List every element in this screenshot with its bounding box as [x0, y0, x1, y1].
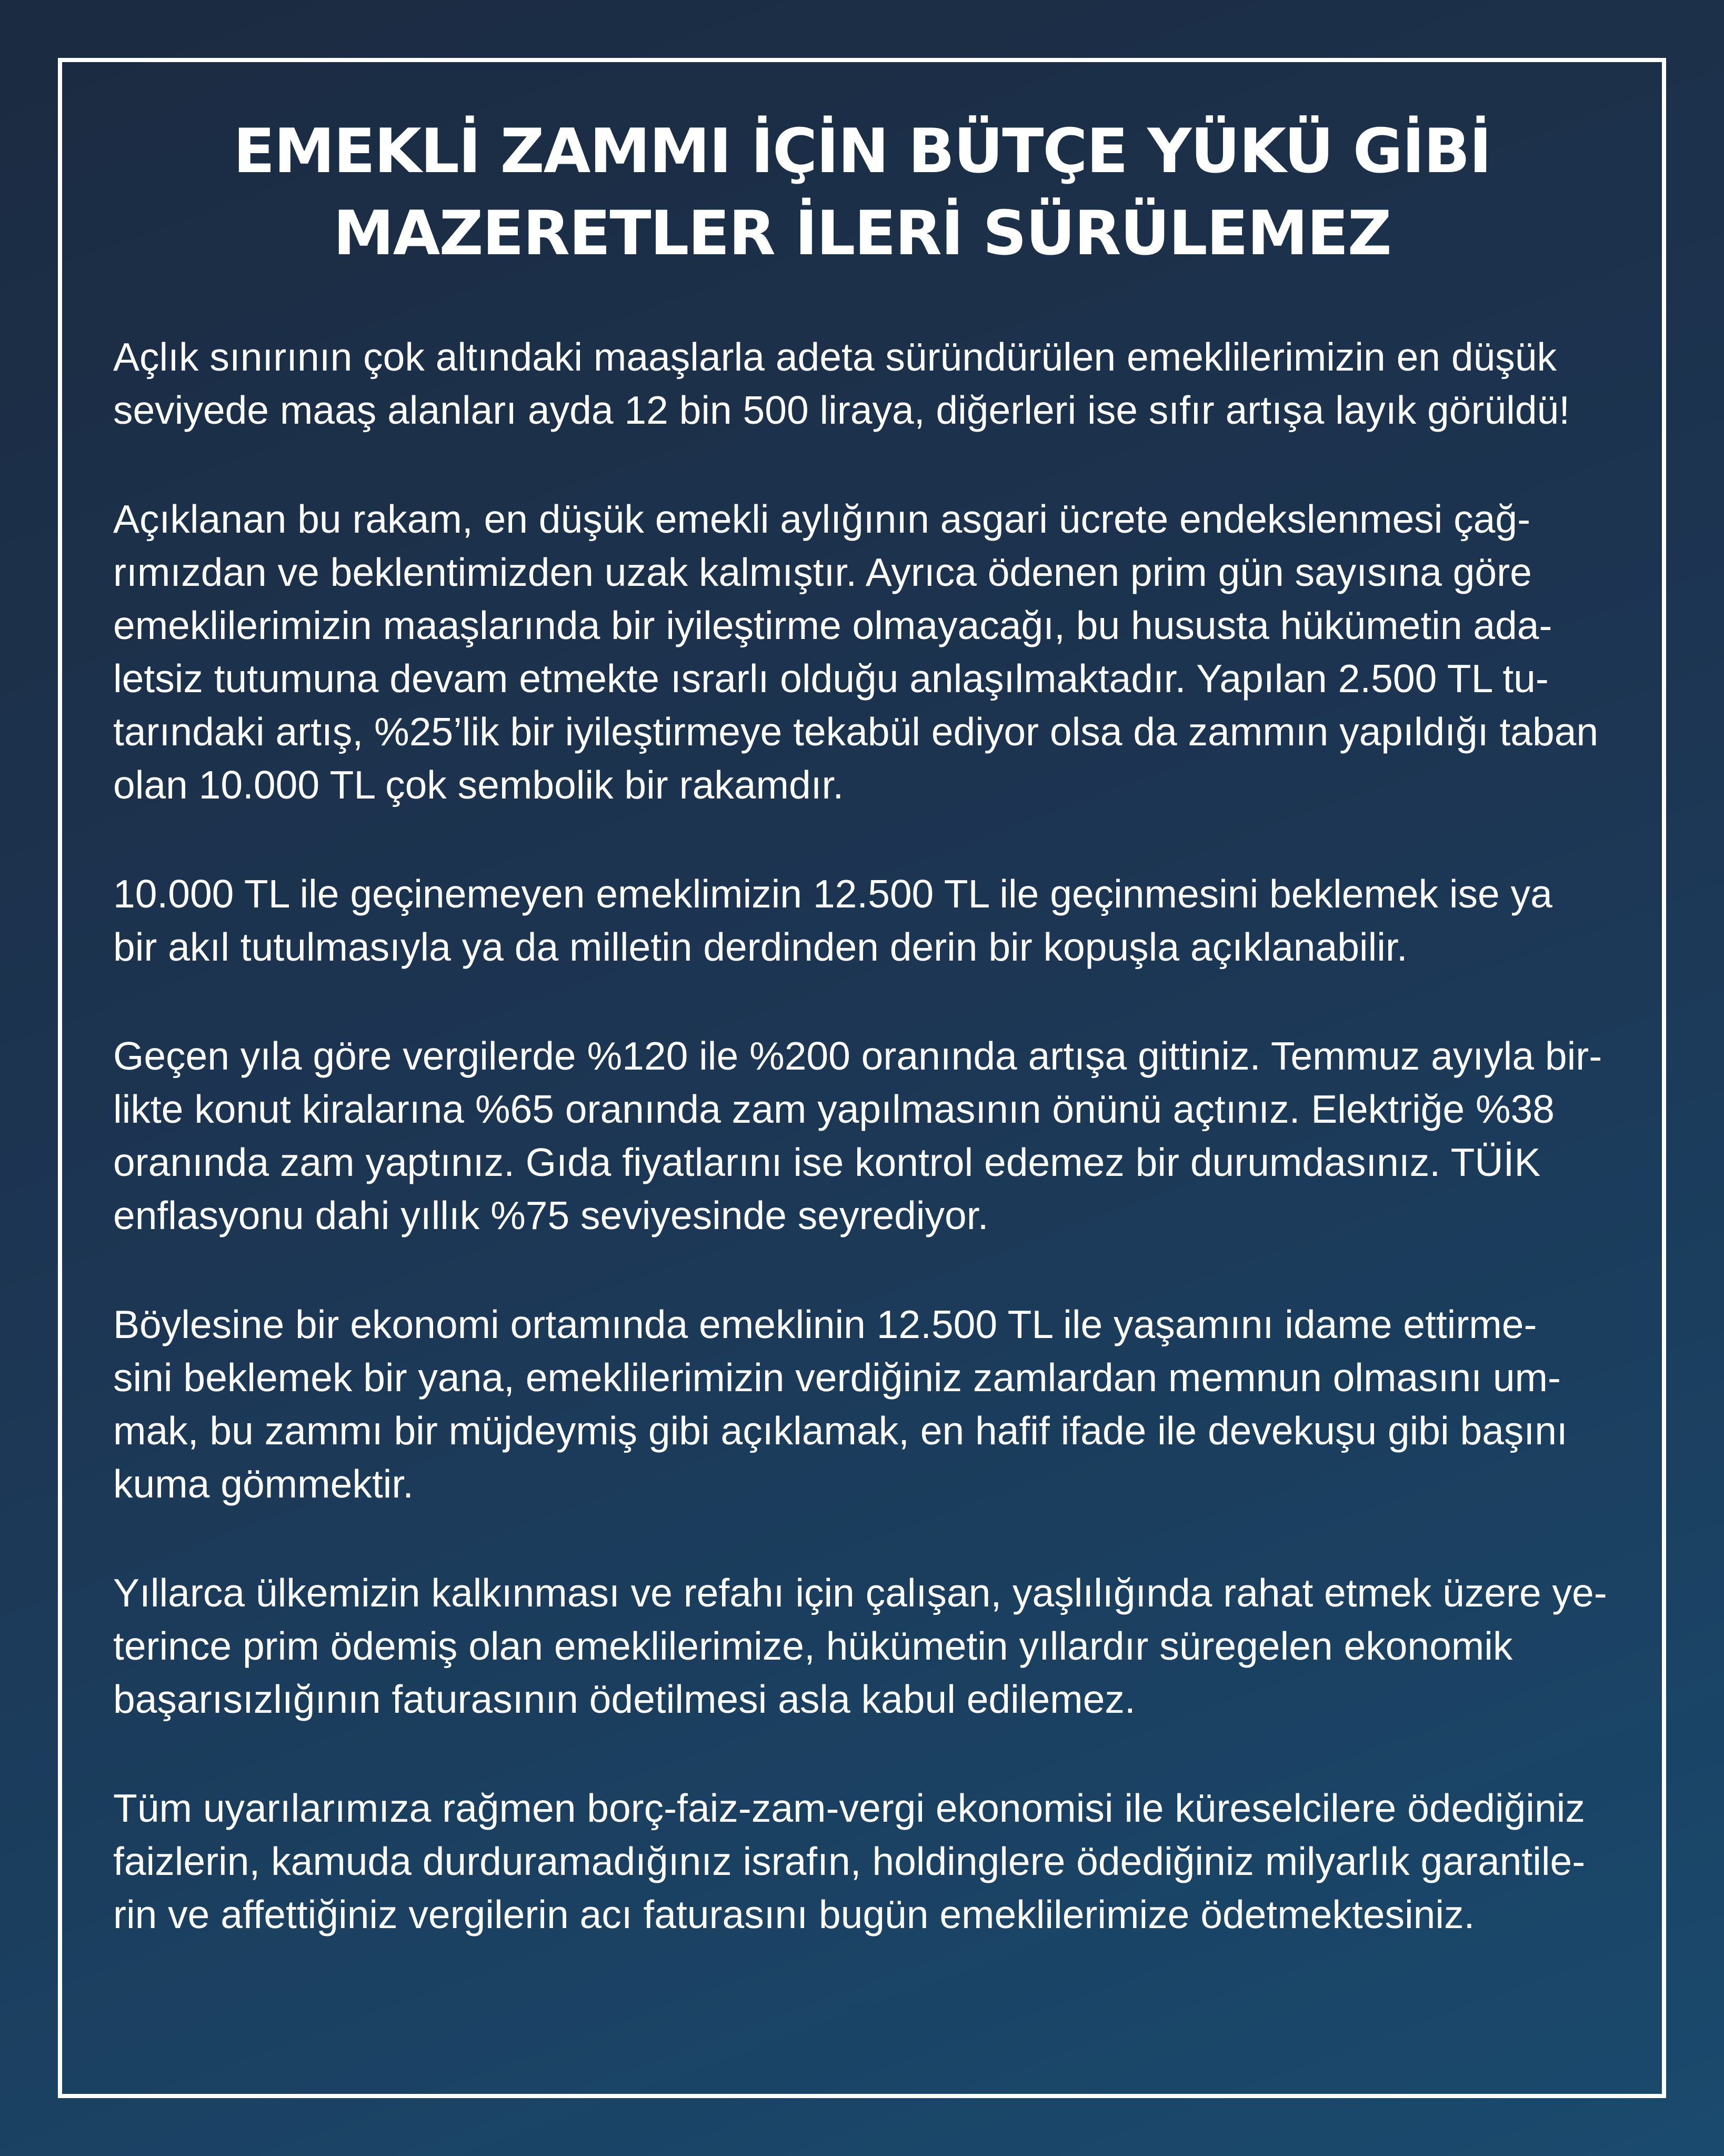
text-line: faizlerin, kamuda durduramadığınız israfın, holdinglere ödediğiniz milyarlık garantile-	[113, 1839, 1586, 1883]
paragraph-1	[113, 331, 1618, 437]
paragraph-5	[113, 1298, 1618, 1511]
paragraph-6	[113, 1566, 1618, 1726]
text-line: likte konut kiralarına %65 oranında zam yapılmasının önünü açtınız. Elektriğe %38	[113, 1087, 1555, 1131]
text-line: 10.000 TL ile geçinemeyen emeklimizin 12.500 TL ile geçinmesini beklemek ise ya	[113, 872, 1552, 916]
paragraph-7	[113, 1782, 1618, 1941]
text-line: seviyede maaş alanları ayda 12 bin 500 liraya, diğerleri ise sıfır artışa layık görüldü!	[113, 388, 1570, 432]
headline	[0, 111, 1724, 275]
headline-line-1: EMEKLİ ZAMMI İÇİN BÜTÇE YÜKÜ GİBİ	[233, 116, 1491, 187]
text-line: mak, bu zammı bir müjdeymiş gibi açıklamak, en hafif ifade ile devekuşu gibi başını	[113, 1409, 1568, 1453]
paragraph-2	[113, 493, 1618, 812]
text-line: oranında zam yaptınız. Gıda fiyatlarını ise kontrol edemez bir durumdasınız. TÜİK	[113, 1140, 1541, 1184]
text-line: Geçen yıla göre vergilerde %120 ile %200 oranında artışa gittiniz. Temmuz ayıyla bir-	[113, 1034, 1602, 1078]
headline-line-2: MAZERETLER İLERİ SÜRÜLEMEZ	[333, 198, 1391, 269]
text-line: terince prim ödemiş olan emeklilerimize, hükümetin yıllardır süregelen ekonomik	[113, 1624, 1513, 1668]
text-line: emeklilerimizin maaşlarında bir iyileştirme olmayacağı, bu hususta hükümetin ada-	[113, 603, 1552, 647]
text-line: rin ve affettiğiniz vergilerin acı faturasını bugün emeklilerimize ödetmektesiniz.	[113, 1892, 1475, 1937]
text-line: tarındaki artış, %25’lik bir iyileştirmeye tekabül ediyor olsa da zammın yapıldığı taban	[113, 710, 1599, 754]
text-line: rımızdan ve beklentimizden uzak kalmıştır. Ayrıca ödenen prim gün sayısına göre	[113, 550, 1532, 594]
text-line: kuma gömmektir.	[113, 1462, 414, 1506]
text-line: Böylesine bir ekonomi ortamında emeklinin 12.500 TL ile yaşamını idame ettirme-	[113, 1302, 1537, 1346]
article-body	[113, 331, 1618, 1997]
text-line: Açıklanan bu rakam, en düşük emekli aylığının asgari ücrete endekslenmesi çağ-	[113, 497, 1531, 541]
text-line: enflasyonu dahi yıllık %75 seviyesinde seyrediyor.	[113, 1193, 989, 1237]
text-line: başarısızlığının faturasının ödetilmesi asla kabul edilemez.	[113, 1677, 1136, 1721]
text-line: sini beklemek bir yana, emeklilerimizin verdiğiniz zamlardan memnun olmasını um-	[113, 1355, 1561, 1400]
text-line: bir akıl tutulmasıyla ya da milletin derdinden derin bir kopuşla açıklanabilir.	[113, 925, 1408, 969]
text-line: Yıllarca ülkemizin kalkınması ve refahı için çalışan, yaşlılığında rahat etmek üzere ye-	[113, 1571, 1607, 1615]
paragraph-4	[113, 1030, 1618, 1242]
text-line: olan 10.000 TL çok sembolik bir rakamdır.	[113, 763, 844, 807]
paragraph-3	[113, 867, 1618, 974]
text-line: letsiz tutumuna devam etmekte ısrarlı olduğu anlaşılmaktadır. Yapılan 2.500 TL tu-	[113, 656, 1549, 701]
text-line: Tüm uyarılarımıza rağmen borç-faiz-zam-vergi ekonomisi ile küreselcilere ödediğiniz	[113, 1786, 1585, 1830]
text-line: Açlık sınırının çok altındaki maaşlarla adeta süründürülen emeklilerimizin en düşük	[113, 335, 1557, 379]
